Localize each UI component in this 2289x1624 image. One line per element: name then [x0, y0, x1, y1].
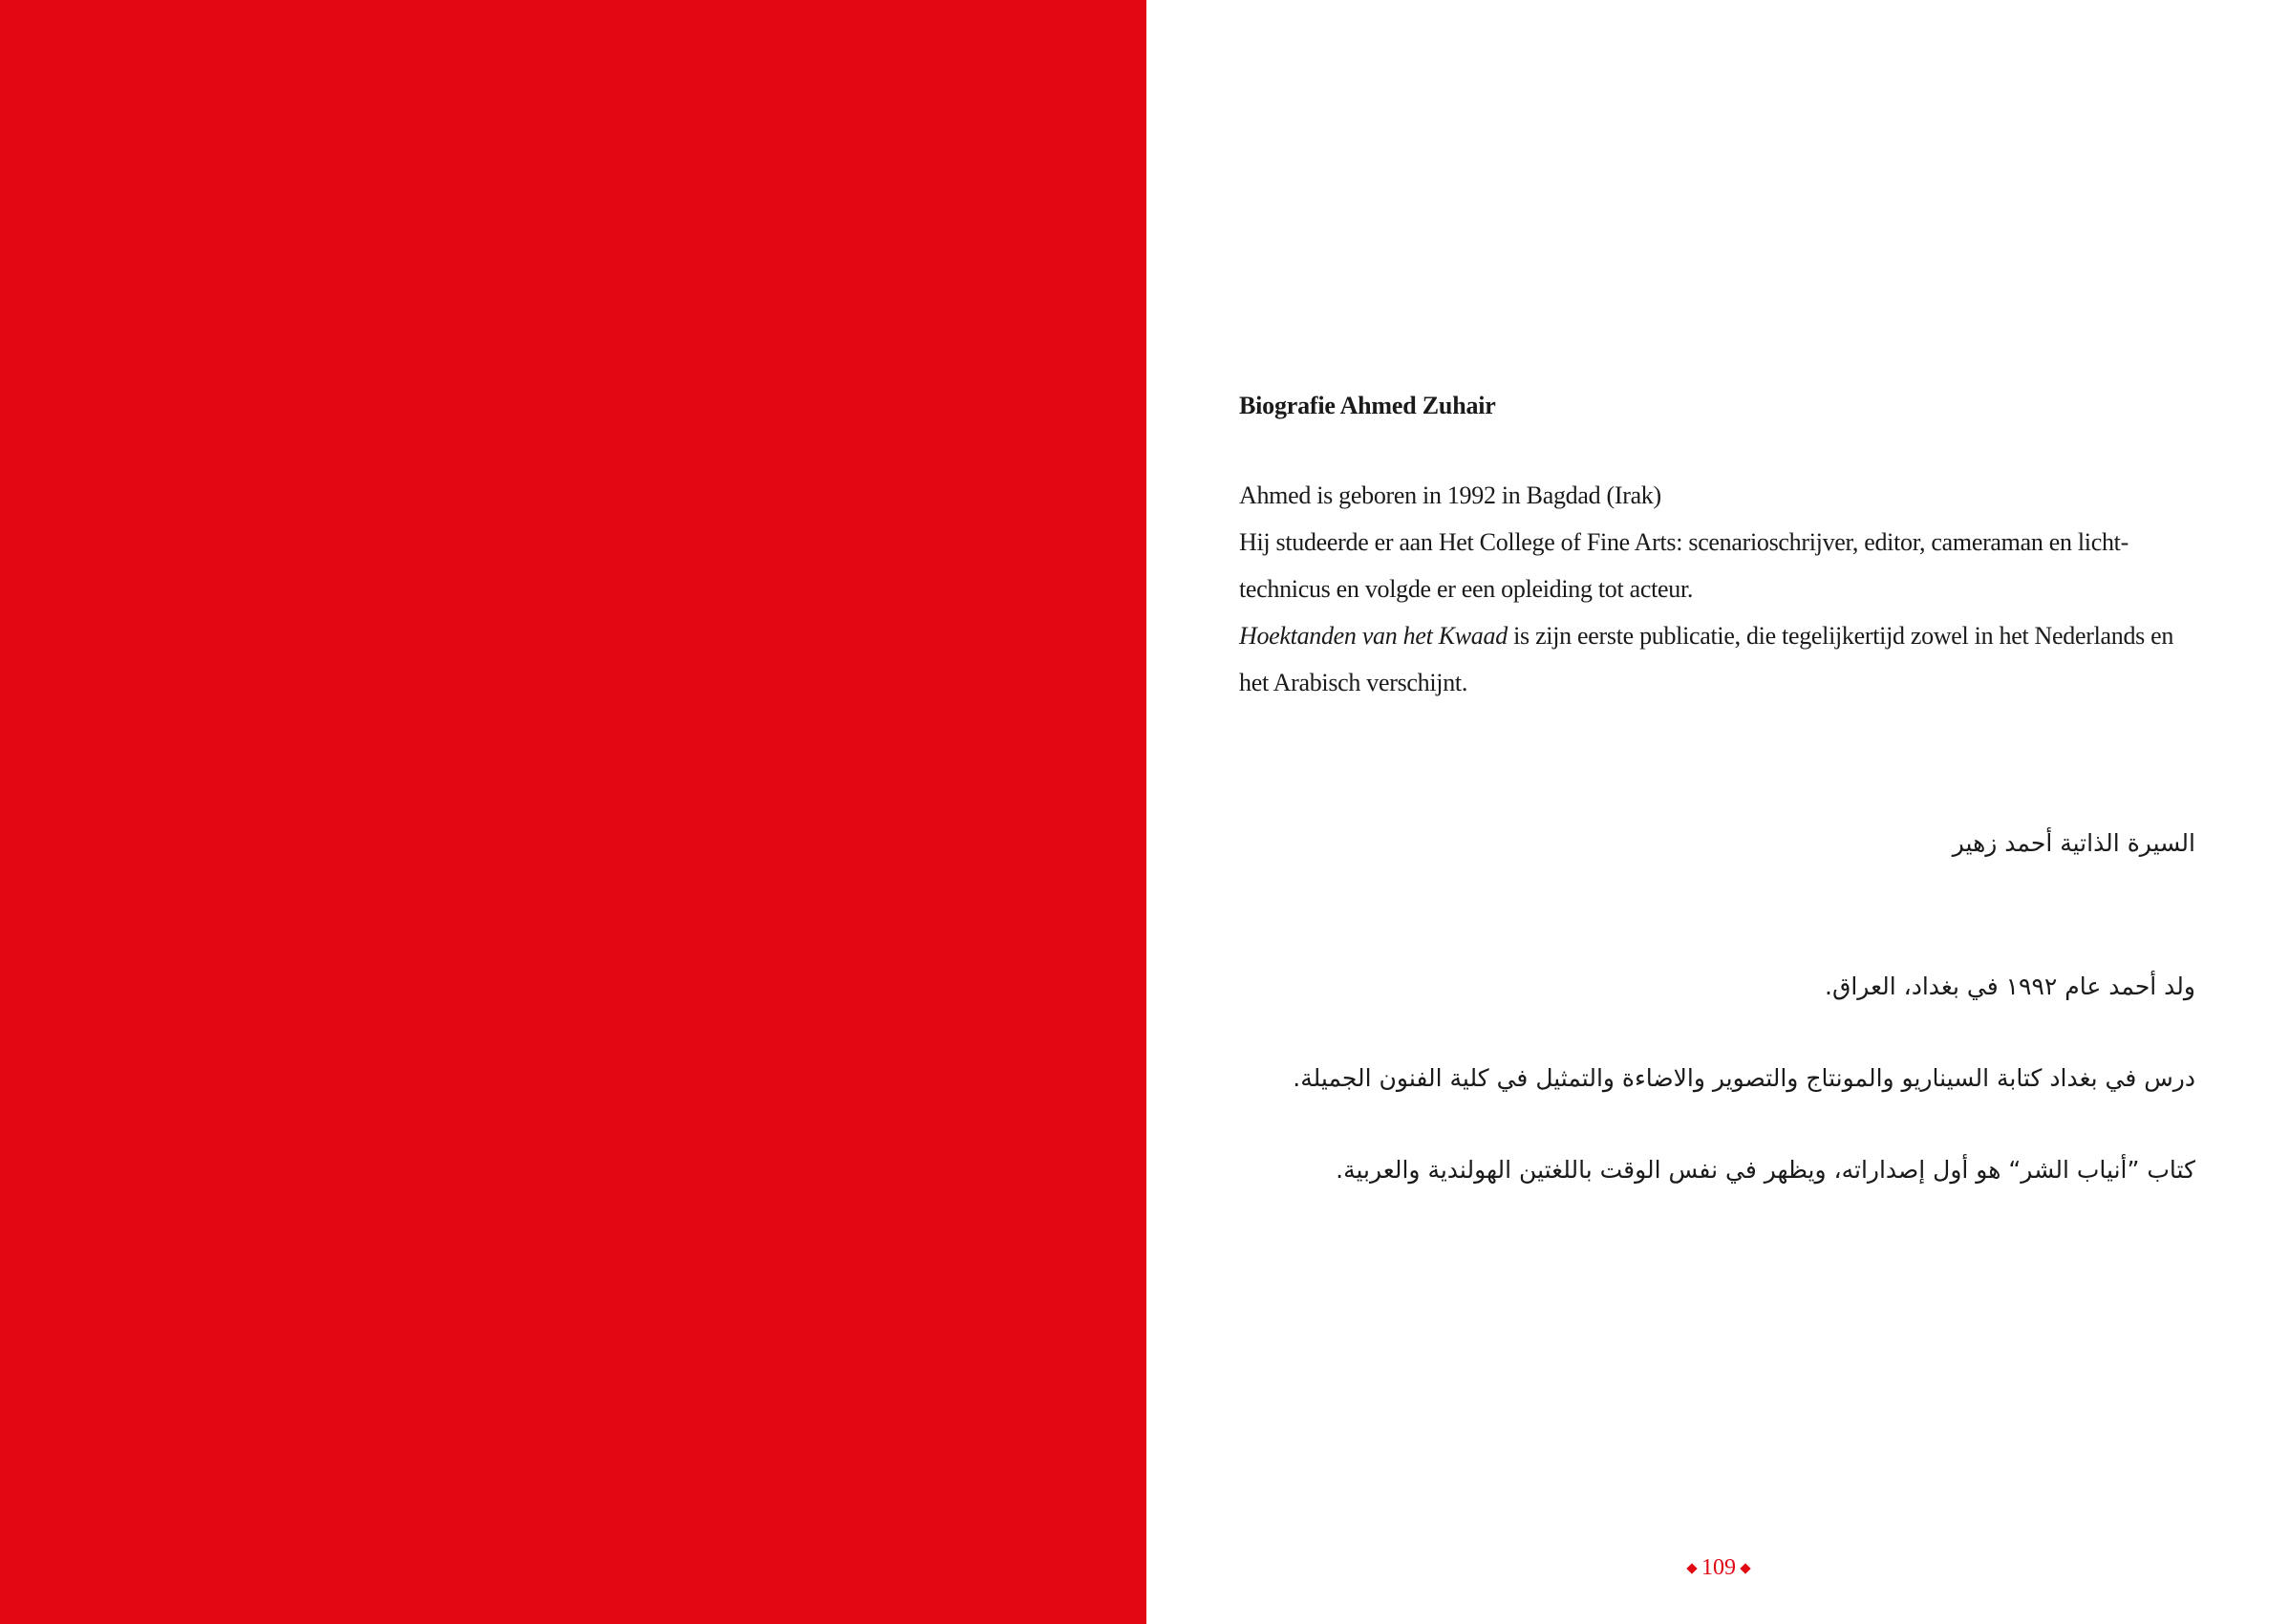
bio-line: [1239, 612, 2214, 659]
bio-line: Hij studeerde er aan Het College of Fine Arts: scenarioschrijver, editor, cameraman en licht-: [1239, 528, 2129, 556]
bio-line-rest: is zijn eerste publicatie, die tegelijkertijd zowel in het Nederlands en: [1507, 622, 2174, 650]
arabic-title: السيرة الذاتية أحمد زهير: [1952, 829, 2195, 857]
bio-line: het Arabisch verschijnt.: [1239, 669, 1468, 696]
arabic-paragraph: ولد أحمد عام ١٩٩٢ في بغداد، العراق.: [1825, 972, 2195, 1000]
arabic-paragraph: كتاب ”أنياب الشر“ هو أول إصداراته، ويظهر في نفس الوقت باللغتين الهولندية والعربية.: [1336, 1156, 2195, 1184]
book-title-italic: Hoektanden van het Kwaad: [1239, 622, 1508, 650]
page-number-value: 109: [1701, 1555, 1736, 1580]
bio-line: Ahmed is geboren in 1992 in Bagdad (Irak): [1239, 481, 1661, 509]
dutch-biography: [1239, 392, 2214, 706]
diamond-ornament-icon: [1686, 1563, 1697, 1573]
right-page: [1146, 0, 2289, 1624]
bio-line: technicus en volgde er een opleiding tot acteur.: [1239, 575, 1694, 603]
diamond-ornament-icon: [1740, 1563, 1750, 1573]
page-number: [1433, 1555, 2004, 1581]
arabic-paragraph: درس في بغداد كتابة السيناريو والمونتاج والتصوير والاضاءة والتمثيل في كلية الفنون الجميلة.: [1293, 1064, 2195, 1092]
bio-title: Biografie Ahmed Zuhair: [1239, 392, 1496, 419]
